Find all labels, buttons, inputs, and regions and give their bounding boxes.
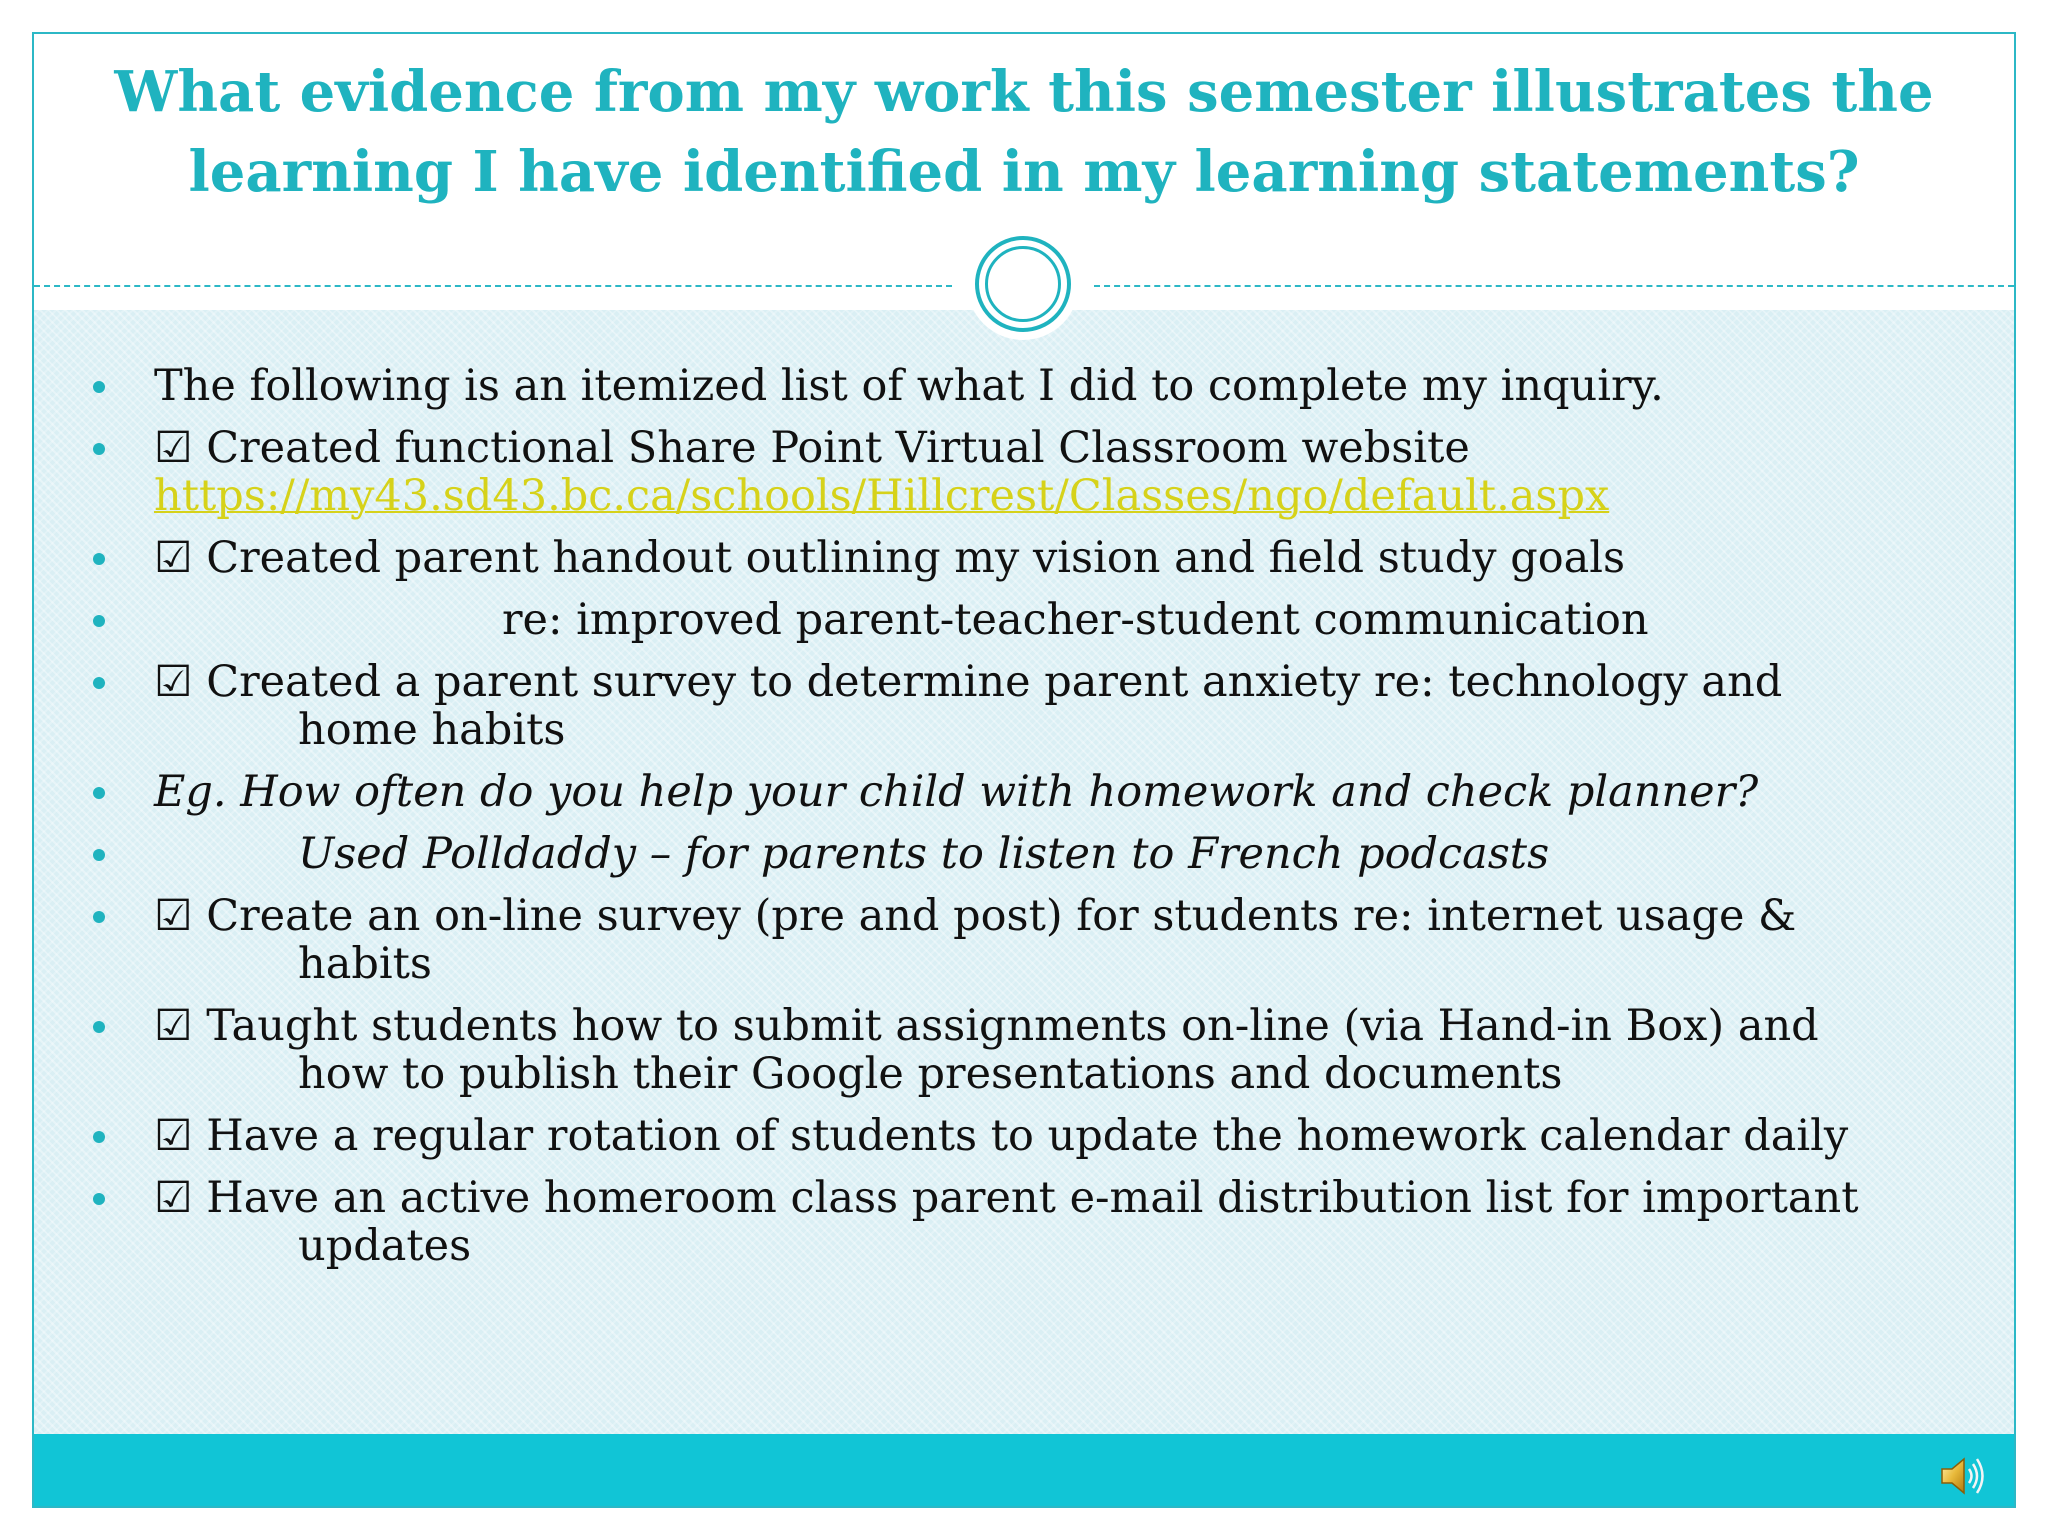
- slide-title: What evidence from my work this semester illustrates the learning I have identified in my learning statements?: [114, 59, 1934, 205]
- bullet-icon: [93, 381, 105, 393]
- bullet-continuation: updates: [298, 1221, 472, 1271]
- list-item: [34, 534, 2014, 582]
- bullet-icon: [93, 849, 105, 861]
- footer-bar: [34, 1434, 2014, 1508]
- list-item: [34, 362, 2014, 410]
- bullet-list: [34, 362, 2014, 1284]
- list-item: [34, 1174, 2014, 1270]
- bullet-text: ☑ Create an on-line survey (pre and post) for students re: internet usage &: [154, 891, 1797, 941]
- title-divider-right: [1094, 285, 2014, 287]
- list-item: [34, 768, 2014, 816]
- bullet-text: ☑ Created parent handout outlining my vision and field study goals: [154, 533, 1626, 583]
- bullet-icon: [93, 787, 105, 799]
- bullet-icon: [93, 553, 105, 565]
- bullet-text: Eg. How often do you help your child with homework and check planner?: [154, 767, 1759, 817]
- speaker-icon[interactable]: [1938, 1454, 1988, 1498]
- list-item: [34, 1002, 2014, 1098]
- title-divider-left: [34, 285, 952, 287]
- ornament-inner-ring: [985, 246, 1061, 322]
- bullet-text: ☑ Taught students how to submit assignments on-line (via Hand-in Box) and: [154, 1001, 1819, 1051]
- slide: [32, 32, 2016, 1508]
- bullet-icon: [93, 677, 105, 689]
- bullet-icon: [93, 1021, 105, 1033]
- list-item: [34, 658, 2014, 754]
- bullet-text: ☑ Have a regular rotation of students to update the homework calendar daily: [154, 1111, 1849, 1161]
- bullet-continuation: habits: [298, 939, 432, 989]
- list-item: [34, 424, 2014, 520]
- list-item: [34, 892, 2014, 988]
- bullet-continuation: how to publish their Google presentations and documents: [298, 1049, 1563, 1099]
- bullet-icon: [93, 911, 105, 923]
- bullet-icon: [93, 1131, 105, 1143]
- list-item: [34, 596, 2014, 644]
- bullet-text: ☑ Created functional Share Point Virtual Classroom website: [154, 423, 1470, 473]
- bullet-icon: [93, 1193, 105, 1205]
- bullet-text: ☑ Have an active homeroom class parent e-mail distribution list for important: [154, 1173, 1859, 1223]
- bullet-continuation: home habits: [298, 705, 566, 755]
- bullet-icon: [93, 443, 105, 455]
- bullet-text: The following is an itemized list of what I did to complete my inquiry.: [154, 361, 1664, 411]
- bullet-text: re: improved parent-teacher-student communication: [502, 595, 1649, 645]
- circle-ornament-icon: [967, 228, 1079, 340]
- list-item: [34, 1112, 2014, 1160]
- speaker-icon-graphic: [1938, 1454, 1988, 1498]
- bullet-icon: [93, 615, 105, 627]
- bullet-text: Used Polldaddy – for parents to listen to French podcasts: [298, 829, 1550, 879]
- bullet-text: ☑ Created a parent survey to determine parent anxiety re: technology and: [154, 657, 1783, 707]
- list-item: [34, 830, 2014, 878]
- website-link[interactable]: https://my43.sd43.bc.ca/schools/Hillcrest/Classes/ngo/default.aspx: [154, 471, 1610, 521]
- content-area: [34, 310, 2014, 1434]
